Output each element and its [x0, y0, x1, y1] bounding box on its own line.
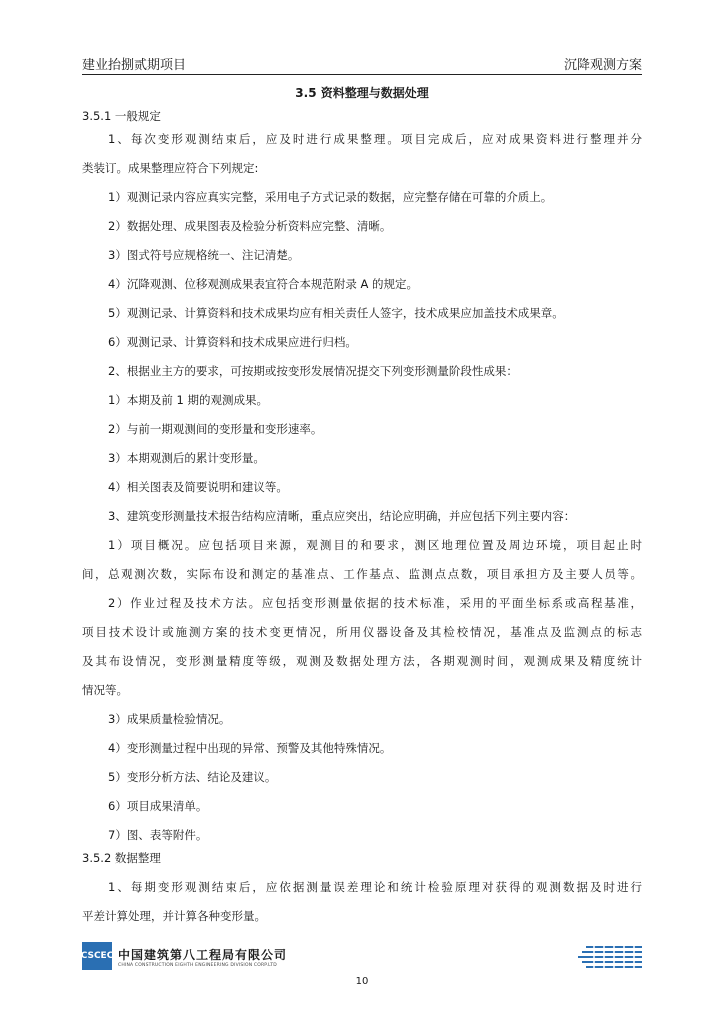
list-item: 3）本期观测后的累计变形量。 [108, 451, 265, 465]
list-item: 3）图式符号应规格统一、注记清楚。 [108, 248, 300, 262]
list-item: 6）项目成果清单。 [108, 799, 208, 813]
subsection-heading-3-5-2: 3.5.2 数据整理 [82, 851, 161, 865]
paragraph-line: 情况等。 [82, 683, 128, 697]
company-name-cn: 中国建筑第八工程局有限公司 [118, 948, 288, 962]
paragraph-line: 间，总观测次数，实际布设和测定的基准点、工作基点、监测点点数，项目承担方及主要人员等。 [82, 567, 642, 581]
section-title: 3.5 资料整理与数据处理 [295, 86, 429, 100]
list-item: 1）项目概况。应包括项目来源，观测目的和要求，测区地理位置及周边环境，项目起止时 [108, 538, 642, 552]
paragraph-line: 1、每次变形观测结束后，应及时进行成果整理。项目完成后，应对成果资料进行整理并分 [108, 132, 642, 146]
company-logo [82, 940, 302, 974]
page-number: 10 [355, 976, 369, 987]
document-body [82, 108, 642, 937]
list-item: 4）沉降观测、位移观测成果表宜符合本规范附录 A 的规定。 [108, 277, 418, 291]
paragraph-line: 3、建筑变形测量技术报告结构应清晰，重点应突出，结论应明确，并应包括下列主要内容： [108, 509, 576, 523]
list-item: 2）与前一期观测间的变形量和变形速率。 [108, 422, 323, 436]
list-item: 4）变形测量过程中出现的异常、预警及其他特殊情况。 [108, 741, 392, 755]
list-item: 5）观测记录、计算资料和技术成果均应有相关责任人签字，技术成果应加盖技术成果章。 [108, 306, 564, 320]
list-item: 3）成果质量检验情况。 [108, 712, 231, 726]
page-header [82, 52, 642, 75]
list-item: 7）图、表等附件。 [108, 828, 208, 842]
header-document-name: 沉降观测方案 [563, 58, 642, 73]
list-item: 6）观测记录、计算资料和技术成果应进行归档。 [108, 335, 357, 349]
subsection-heading-3-5-1: 3.5.1 一般规定 [82, 109, 161, 123]
paragraph-line: 及其布设情况，变形测量精度等级，观测及数据处理方法，各期观测时间，观测成果及精度统计 [82, 654, 642, 668]
list-item: 4）相关图表及简要说明和建议等。 [108, 480, 288, 494]
list-item: 2）数据处理、成果图表及检验分析资料应完整、清晰。 [108, 219, 392, 233]
company-name-en: CHINA CONSTRUCTION EIGHTH ENGINEERING DIVISION CORP.LTD [118, 963, 277, 968]
list-item: 1）观测记录内容应真实完整，采用电子方式记录的数据，应完整存储在可靠的介质上。 [108, 190, 553, 204]
cscec-logo-mark: CSCEC [82, 942, 112, 970]
paragraph-line: 平差计算处理，并计算各种变形量。 [82, 909, 266, 923]
paragraph-line: 类装订。成果整理应符合下列规定: [82, 161, 259, 175]
list-item: 1）本期及前 1 期的观测成果。 [108, 393, 268, 407]
paragraph-line: 1、每期变形观测结束后，应依据测量误差理论和统计检验原理对获得的观测数据及时进行 [108, 880, 642, 894]
paragraph-line: 2、根据业主方的要求，可按期或按变形发展情况提交下列变形测量阶段性成果： [108, 364, 518, 378]
decorative-stripes-icon [576, 944, 642, 972]
list-item: 5）变形分析方法、结论及建议。 [108, 770, 277, 784]
header-project-name: 建业抬捌贰期项目 [82, 58, 187, 73]
paragraph-line: 项目技术设计或施测方案的技术变更情况，所用仪器设备及其检校情况，基准点及监测点的标志 [82, 625, 642, 639]
list-item: 2）作业过程及技术方法。应包括变形测量依据的技术标准，采用的平面坐标系或高程基准， [108, 596, 642, 610]
